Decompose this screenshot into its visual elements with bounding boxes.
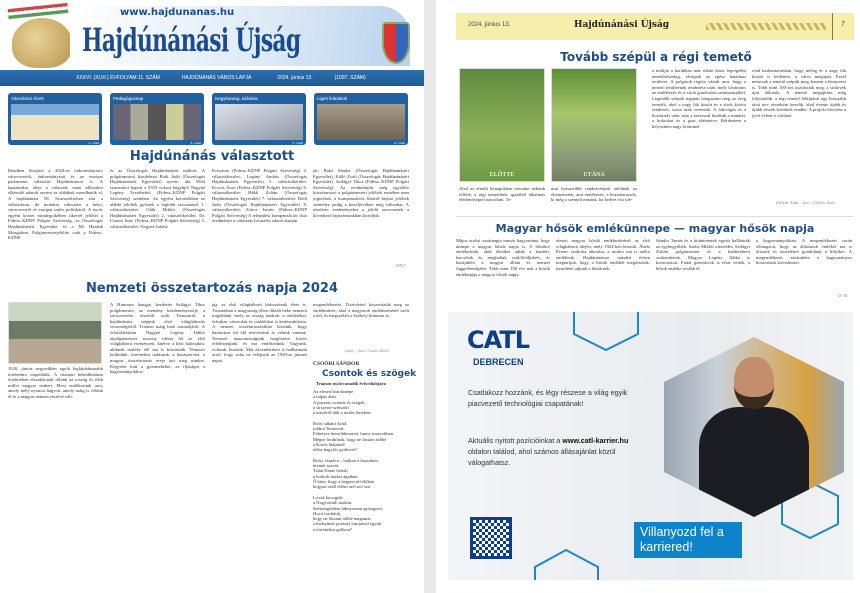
article-column: így az első világháború hírhozóinak élete is. Trianonban a magyarság ellen diktált béke nemzeti tragédiánk, mely az ország határait, a területeket, falvakat, városokat és családokat is kettészakította. A nemzet összetartozásában hiszünk, hogy határokon túl élő testvéreink is velünk vannak. Nemzeti önazonosságunk megőrzése közös felelősségünk, és ma emlékezünk: Vagyunk, voltunk, leszünk. Már decemberben is hallhattunk arról, hogy soha ne felejtsük az 1920-as júniusi napot. [212,302,307,363]
article-column: Sándor Tamás és a kitüntetettek együtt hallhatták az egybegyűltek. Szabó Miklós alezredes, Szilágyi Zoltán polgármester és a hadtörténeti szakemberek. Magyar Legény Ildikó is koszorúzott. Fiatal generációk is részt vettek, a hősök emléke tovább él. [656,238,750,271]
article-headline: Nemzeti összetartozás napja 2024 [85,281,339,296]
poem-subtitle: Trianon nyolcvanadik évfordulójára [316,381,386,386]
poem-line: a talpas alatt. [313,394,338,400]
coat-of-arms-icon [382,22,410,64]
article-signature: D. M. [838,293,849,298]
teaser-page: 3. oldal [190,141,201,145]
poem-line: Bolsi, fáradva – hallom a borzalom [313,457,378,463]
page-header [456,13,854,40]
teaser-label: Pedagógusnap [113,96,144,101]
teaser-page: 5. oldal [292,141,303,145]
poem-line: a sírszerte-szétszórt [313,404,350,410]
ad-url-link[interactable]: www.catl-karrier.hu [562,436,629,445]
poem-line: a bokrok üszkei ágaiban. [313,473,359,479]
section-divider [456,216,854,217]
article-column: elesett magyar hősök emlékművénél az első világháború idején, mely 1924-ben készült, Ábele Ferenc szobrász alkotása, a szobor ma is méltó emlékünk. Hajdúnánáson minden évben megtartjuk, hogy a hősök emlékét megőrizzük, tiszteletet adjunk a hősöknek. [556,238,650,271]
article-column: Rendben lezajlott a 2024-es önkormányzati, városvezetői, önkormányzati és az európai parlamenti választás Hajdúnánáson is. A lapzártakor ideje a választás utáni időszakra elkészítő adatok szerint az alábbiak mondhatók el. A hajdúnánási 58. Szavazókörben zárt a választáson, de mondott választást a helyi, városvezetői és európai uniós politikáról. A nyolc egyéni körzet mindegyikében sikerrel jelöltet a Fidesz–KDNP Polgári Szövetség, az Összefogás Hajdúnánásért Egyesület és a Mi Hazánk Mozgalom. Polgármesterjelöltet csak a Fidesz–KDNP [8,168,103,241]
teaser-card[interactable] [110,93,204,145]
poem-line: a hadszíntér poranyi lomjaival együtt [313,521,382,527]
article-column: és az Összefogás Hajdúnánásért indított. A polgármesteri közdelmet Bódi Judit (Összefogás Hajdúnánásért Egyesület) nyerte, aki 5944 szavazatot kapott a 5593 voksot begyűjtő Nagyné Legény Erzsébettel (Fidesz–KDNP Polgári Szövetség) szemben. Az egyéni körzetekben az alábbi jelöltek győztek a legtöbb szavazattal: 1. választókerület: Oláh Miklós (Összefogás Hajdúnánásért Egyesület) 2. választókerület: Dr. Csontó Imre (Fidesz–KDNP Polgári Szövetség) 3. választókerület: Nagyné Juhász [110,168,205,229]
poem-line: Ő hitte, hogy a hegyen túl élőkön [313,479,375,485]
article-column: megemlékezést. Tisztelettel koszorúzták meg az emlékművet, ahol a magyarok emlékezésénél szólt a dal, és megszólalt a Székely himnusz is. [313,302,409,319]
poem-line: a mezőről dúlt a tarlón fényben. [313,410,372,416]
poem-line: ütemét szavát, [313,463,340,469]
left-page [0,0,424,593]
article-headline: Tovább szépül a régi temető [560,50,752,64]
article-column: rend karbantartásban, hogy meleg és a nagy fák között is kellemes, a város megújult. Ezzel nemcsak a temető szépült meg, hanem a környezet is. Több mint 100 sírt tisztítottak meg, a sírkövek újra láthatók. A temető megújítása még folytatódik: a régi temető felújítását egy hosszabb távú terv részeként kezelik, ahol évente újabb és újabb részek kerülnek rendbe. A projekt bővítése a jövő évben is várható. [752,68,846,118]
cta-banner: Villanyozd fel a karriered! [634,522,742,558]
article-column: A Himnusz hangjai kezdetén Szilágyi Tibor polgármester, az esemény kezdeményezője, a városvezetés részéről szólt Trianonról, a hajdúnánási népünk első világháborús veszteségeiről. Trianon máig ható traumájáról. A felszólalásban Nagyné Legény Ildikó alpolgármester asszony idézte fel az első világháború eseményeit, kitérve a hősi halottakra, akiknek emléke élő ma is közöttünk. Nemzeti kultúránk, történelmi tudásunk, a hazaszeretet, a magyar összetartozás ereje tart meg minket. Kegyelet köti a gyermekeket, az ifjúságot a hagyományokhoz. [110,302,205,375]
poem-line: Fölnézve bensőbbesztett, hunyt tornyokban. [313,431,395,437]
teaser-card[interactable] [212,93,306,145]
article-signature: Gulyás Aida – fotó: Gulyás Aida [776,200,835,205]
article-column: a hagyományokban. A megemlékezés során elhangzott, hogy az áldozatok emlékét ma is őrizzük és tisztelettel gondolunk a hősökre. A megemlékezés zárásaként a hagyományos koszorúzás következett. [756,238,852,266]
photo-credit: (szs) – fotó: Gurzó Zsolt [345,348,389,353]
teaser-image [215,104,303,140]
poem-line: hogyan száll felém szó-szó-szó. [313,484,372,490]
right-page [436,0,860,593]
ad-text-2 [468,435,643,468]
teaser-card[interactable] [314,93,408,145]
poem-line: hogy ne lássam többé magamat [313,516,371,522]
poem-line: Az elesett han danépe [313,389,354,394]
crown-logo [12,18,72,68]
catl-advertisement[interactable] [448,312,853,580]
poem-line: A pusztai csontok és szögek [313,399,365,405]
article-headline: Magyar hősök emlékünnepe — magyar hősök napja [495,222,815,235]
article-column: Május utolsó vasárnapja immár hagyomány, hogy ünnepe a magyar hősök napja is. A hősökre emlékezünk, akik életüket adták a hazáért, harcoltak és meghaltak szülőföldjükért, és hazájukért a magyar állam és nemzet függetlenségéért. Több mint 100 éve már a hősök emléknapja a magyar hősök napja. [456,238,550,277]
teaser-page: 6. oldal [394,141,405,145]
before-photo [459,68,545,182]
issue-date: 2024. június 13. [277,75,313,81]
poem-line: Szétszegődtem lábnyomon gyöngyeit, [313,505,384,511]
teaser-label: Nagyharang, kálvária [215,96,258,101]
masthead-title: Hajdúnánási Újság [82,21,301,59]
brand-logo: CATL [467,326,529,354]
poem-line: Hová fordulok, [313,510,342,516]
after-label: UTÁNA [583,172,605,178]
brand-sub: DEBRECEN [473,357,524,367]
header-title: Hajdúnánási Újság [574,20,670,30]
masthead-band [0,70,424,86]
poem-line: a történelmi gallyon? [313,526,353,532]
ad-text-pre: Aktuális nyitott pozícióinkat a [468,436,563,445]
teaser-label: Városháza hírek [11,96,44,101]
article-column: Ahol az elmúlt hónapokban szeretne nekünk felfelé, a régi temetőnek, igazából alkalmas elérhetőséget biztosítani. Te- [459,186,545,203]
article-column: mai korszerűbb rendezvények adódnak az eltemetettek, ami emlékezés, a hozzátartozók, ki még a szentelt nekünk, ha kedvet vitt ide- [551,186,637,203]
header-date: 2024. június 13. [468,22,511,28]
teaser-label: Ligeti feladatok [317,96,348,101]
article-column: a múltját a korábban már ritkán látott legrégebbi temetőrészekig, elvégzik az egész hatalmas területet. A polgárok régóta vártak arra, hogy a temető területének rendezése után, mely kívánatos az emlékezés és a sírok gondozása szempontjából. Legutóbb szépült napjain látogattam meg az öreg temetőt, ahol a nagy fák között és a sírok között rendezett, tiszta utak vezetnek. A fakivágás és a bozótirtás után, már a tavasszal kezdtük a munkát, a bokrokat és a gazt eltüntetve. Kérdeztem a helyszínen nagy örömmel. [652,68,746,129]
ad-text: Csatlakozz hozzánk, és légy részese a világ egyik piacvezető technológiai csapatának! [468,388,628,408]
qr-code[interactable] [470,517,512,559]
poem-line: Mégse fordulnak, hogy ne lássam többé [313,436,387,442]
before-label: ELŐTTE [489,172,515,178]
poem-line: Lovak kocogtak [313,494,343,500]
photo-caption: 1920. június negyedikén egyik legfájdalmasabb történelmi tragédiánk. A trianoni békediktátum értelmében elszakítottak tőlünk az ország és több millió magyar embert. Most emlékezünk arra, amely mély nyomot hagyott, amely máig is velünk él és a magyar nemzet részévé vált. [8,366,103,399]
poem-line: Bolsi sűkáni Arad, [313,420,348,426]
after-photo [551,68,637,182]
poem-body [313,389,421,532]
teaser-image [317,104,405,140]
header-ornament [706,23,826,30]
masthead-flag [8,3,69,19]
masthead-url[interactable]: www.hajdunanas.hu [120,7,235,18]
poem-line: a Nagyváradi utakon. [313,500,353,506]
article-column: jár: Bakó Sándor (Összefogás Hajdúnánásért Egyesület), Kálló Zsolt (Összefogás Hajdúnánásért Egyesület), Szilágyi Tibor (Fidesz–KDNP Polgári Szövetség). Az eredmények még egyelőre közzétartozó a polgármesteri jelöltek esetében nem jogerősek, a kompenzációs listáról bejutó jelöltek személye pedig a közeljövőben még változhat. A részletes eredményeket a jelölő szervezetek a következő lapszámunkban közöljük. [313,168,409,218]
article-signature: HNU [396,263,406,268]
poem-line: jobbra Temesvár, [313,426,345,432]
issue-number: (1097. SZÁM) [334,75,366,81]
teaser-image [113,104,201,140]
ad-text-post: oldalon találod, ahol számos állásajánlat közül válogathatsz. [468,447,616,467]
poem-title: Csontok és szögek [322,369,417,379]
header-divider [832,13,833,40]
subtitle: HAJDÚNÁNÁS VÁROS LAPJA [181,75,252,81]
teaser-page: 2. oldal [88,141,99,145]
article-headline: Hajdúnánás választott [129,149,295,164]
page-number: 7 [841,21,845,28]
poem-line: a Körös hídjainál [313,441,345,447]
poem-line: Talán Dante hetedi [313,468,348,474]
poem-line: idősz kagylós gyökerét? [313,447,358,453]
person-head [734,357,774,409]
volume: XXXVI. (XLVI.) ÉVFOLYAM 11. SZÁM [76,75,160,81]
teaser-image [11,104,99,140]
ceremony-photo [8,302,102,364]
article-column: Krisztina (Fidesz–KDNP Polgári Szövetség) 4. választókerület: Legány András (Összefogás Hajdúnánásért Egyesület) 5. választókerület: Kocsis Áron (Fidesz–KDNP Polgári Szövetség) 6. választókerület: Hákli Zoltán (Összefogás Hajdúnánásért Egyesület) 7. választókerület: Bódi Judit (Összefogás Hajdúnánásért Egyesület) 8. választókerület: Zsíros István (Fidesz–KDNP Polgári Szövetség) A települési kompenzációs lista eredménye a választás hivatalos adatai alapján [212,168,307,224]
poem-author: CSOÓRI SÁNDOR [313,361,360,367]
teaser-card[interactable] [8,93,102,145]
